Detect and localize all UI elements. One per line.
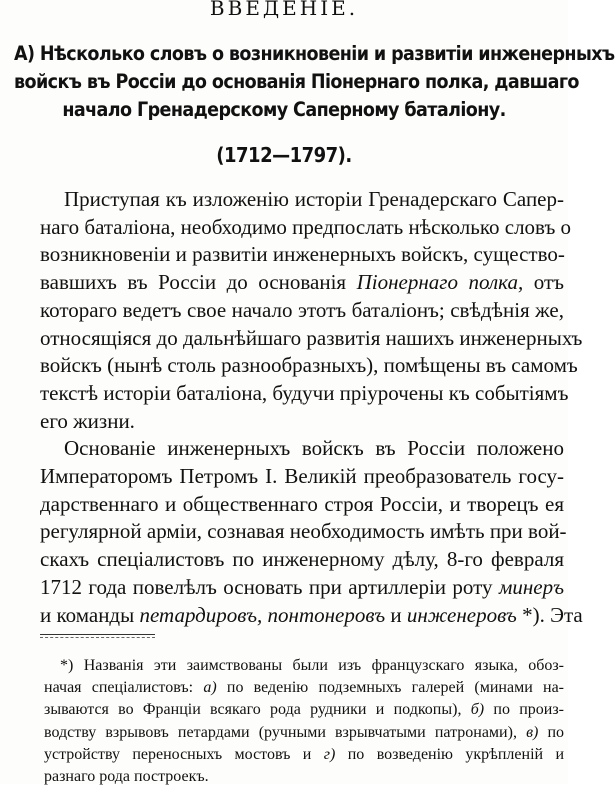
text-line: Основанiе инженерныхъ войскъ въ Россiи положено	[64, 436, 564, 461]
text-line	[40, 574, 564, 602]
text-run: и команды	[40, 602, 135, 627]
text-line: Приступая къ изложенiю исторiи Гренадерскаго Сапер-	[64, 187, 564, 211]
text-line: текстѣ исторiи баталiона, будучи прiурочены къ событiямъ	[40, 380, 569, 405]
text-line: дарственнаго и общественнаго строя Россiи, и творецъ ея	[40, 491, 564, 516]
text-line	[40, 269, 564, 297]
text-line: наго баталiона, необходимо предпослать нѣсколько словъ о	[40, 214, 572, 239]
text-line: Императоромъ Петромъ I. Великiй преобразователь госу-	[40, 464, 564, 489]
body-text	[40, 186, 583, 629]
text-line: относящiяся до дальнѣйшаго развитiя нашихъ инженерныхъ	[40, 325, 583, 350]
italic-term: минеръ	[498, 574, 564, 599]
footnote-line	[44, 744, 564, 766]
text-run: зываются во Францiи всякаго рода рудники и подкопы),	[44, 701, 462, 719]
paragraph-2	[40, 435, 583, 629]
footnote-line	[44, 722, 564, 744]
year-range: (1712—1797).	[216, 143, 352, 167]
text-run: по произ-	[493, 701, 565, 719]
text-run: вавшихъ въ Россiи до основанiя	[40, 270, 347, 295]
text-line: возникновенiи и развитiи инженерныхъ войскъ, существо-	[40, 242, 565, 267]
footnote	[44, 655, 564, 788]
italic-term: Пiонернаго полка,	[356, 270, 524, 295]
text-run: и	[390, 602, 402, 627]
page-title: ВВЕДЕНIЕ.	[209, 0, 359, 20]
text-run: по	[547, 723, 565, 741]
section-subheading	[14, 40, 615, 124]
text-run: по возведенiю укрѣпленiй и	[347, 745, 565, 763]
list-marker: а)	[203, 679, 217, 697]
list-marker: б)	[470, 701, 485, 719]
footnote-line	[44, 699, 564, 721]
footnote-line	[44, 677, 564, 699]
text-line: его жизни.	[40, 408, 135, 433]
text-run: 1712 года повелѣлъ основать при артиллерiи роту	[40, 574, 493, 599]
text-run: устройству переносныхъ мостовъ и	[44, 745, 312, 763]
text-run: водству взрывовъ петардами (ручными взрывчатыми патронами),	[44, 723, 517, 741]
text-run: по веденiю подземныхъ галерей (минами на-	[226, 679, 564, 697]
footnote-divider	[40, 634, 155, 635]
paragraph-1	[40, 186, 583, 435]
footnote-line: *) Названiя эти заимствованы были изъ французскаго языка, обоз-	[60, 657, 564, 674]
text-run: отъ	[533, 270, 565, 295]
footnote-ref: *). Эта	[522, 602, 583, 627]
italic-term: петардировъ, понтонеровъ	[139, 602, 386, 627]
text-line: скахъ спецiалистовъ по инженерному дѣлу, 8-го февраля	[40, 547, 564, 572]
footnote-line: разнаго рода построекъ.	[44, 768, 209, 786]
text-line: котораго ведетъ свое начало этотъ баталiонъ; свѣдѣнiя же,	[40, 297, 564, 322]
text-line	[40, 602, 583, 630]
list-marker: г)	[323, 745, 336, 763]
subheading-line: А) Нѣсколько словъ о возникновенiи и развитiи инженерныхъ	[14, 42, 615, 65]
text-run: начая спецiалистовъ:	[44, 679, 194, 697]
text-line: войскъ (нынѣ столь разнообразныхъ), помѣщены въ самомъ	[40, 353, 578, 378]
subheading-line: войскъ въ Россiи до основанiя Пiонернаго полка, давшаго	[14, 70, 579, 93]
subheading-line: начало Гренадерскому Саперному баталiону.	[62, 98, 506, 121]
list-marker: в)	[526, 723, 539, 741]
text-line: регулярной армiи, сознавая необходимость имѣть при вой-	[40, 519, 567, 544]
italic-term: инженеровъ	[406, 602, 517, 627]
